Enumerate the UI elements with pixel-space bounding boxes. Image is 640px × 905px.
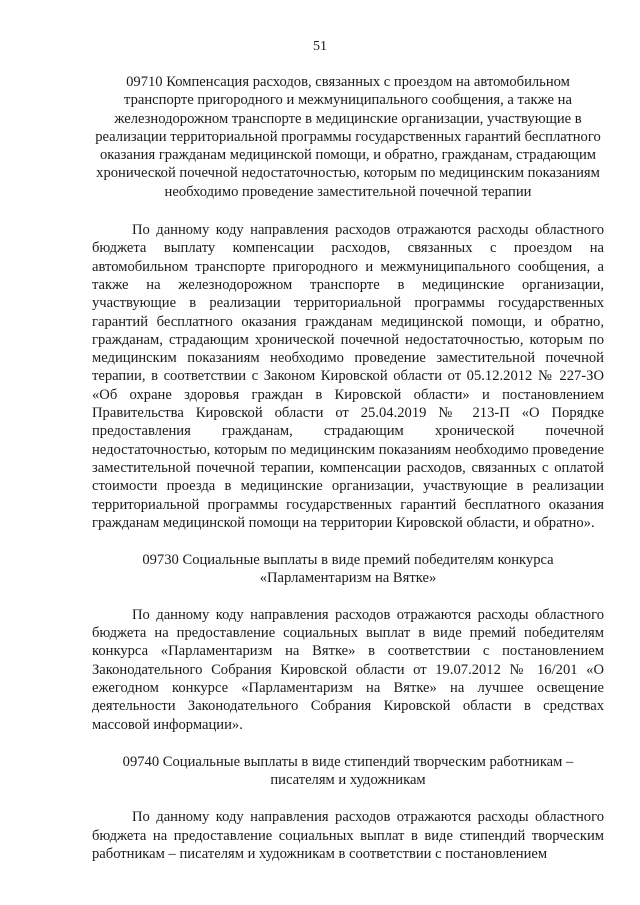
page-number: 51 [313, 39, 327, 54]
section-heading-09730: 09730 Социальные выплаты в виде премий победителям конкурса «Парламентаризм на Вятке» [142, 552, 554, 587]
section-body-09740: По данному коду направления расходов отражаются расходы областного бюджета на предоставление социальных выплат в виде стипендий творческим работникам – писателям и художникам в соответствии с постановлением [92, 809, 604, 862]
section-body-09730: По данному коду направления расходов отражаются расходы областного бюджета на предоставление социальных выплат в виде премий победителям конкурса «Парламентаризм на Вятке» в соответствии с постановлением Законодательного Собрания Кировской области от 19.07.2012 № 16/201 «О ежегодном конкурсе «Парламентаризм на Вятке» на лучшее освещение деятельности Законодательного Собрания Кировской области в средствах массовой информации». [92, 606, 604, 733]
section-heading-09710: 09710 Компенсация расходов, связанных с проездом на автомобильном транспорте пригородного и межмуниципального сообщения, а также на железнодорожном транспорте в медицинские организации, участвующие в реализации территориальной программы государственных гарантий бесплатного оказания гражданам медицинской помощи, и обратно, гражданам, страдающим хронической почечной недостаточностью, которым по медицинским показаниям необходимо проведение заместительной почечной терапии [95, 74, 601, 200]
section-heading-09740: 09740 Социальные выплаты в виде стипендий творческим работникам – писателям и художникам [122, 753, 574, 789]
section-body-09710: По данному коду направления расходов отражаются расходы областного бюджета выплату компенсации расходов, связанных с проездом на автомобильном транспорте пригородного и межмуниципального сообщения, а также на железнодорожном транспорте в медицинские организации, участвующие в реализации территориальной программы государственных гарантий бесплатного оказания гражданам медицинской помощи, и обратно, гражданам, страдающим хронической почечной недостаточностью, которым по медицинским показаниям необходимо проведение заместительной почечной терапии, в соответствии с Законом Кировской области от 05.12.2012 № 227-ЗО «Об охране здоровья граждан в Кировской области» и постановлением Правительства Кировской области от 25.04.2019 № 213-П «О Порядке предоставления гражданам, страдающим хронической почечной недостаточностью, которым по медицинским показаниям необходимо проведение заместительной почечной терапии, компенсации расходов, связанных с оплатой стоимости проезда в медицинские организации, участвующие в реализации территориальной программы государственных гарантий бесплатного оказания гражданам медицинской помощи на территории Кировской области, и обратно». [92, 222, 604, 531]
document-content [92, 73, 604, 863]
